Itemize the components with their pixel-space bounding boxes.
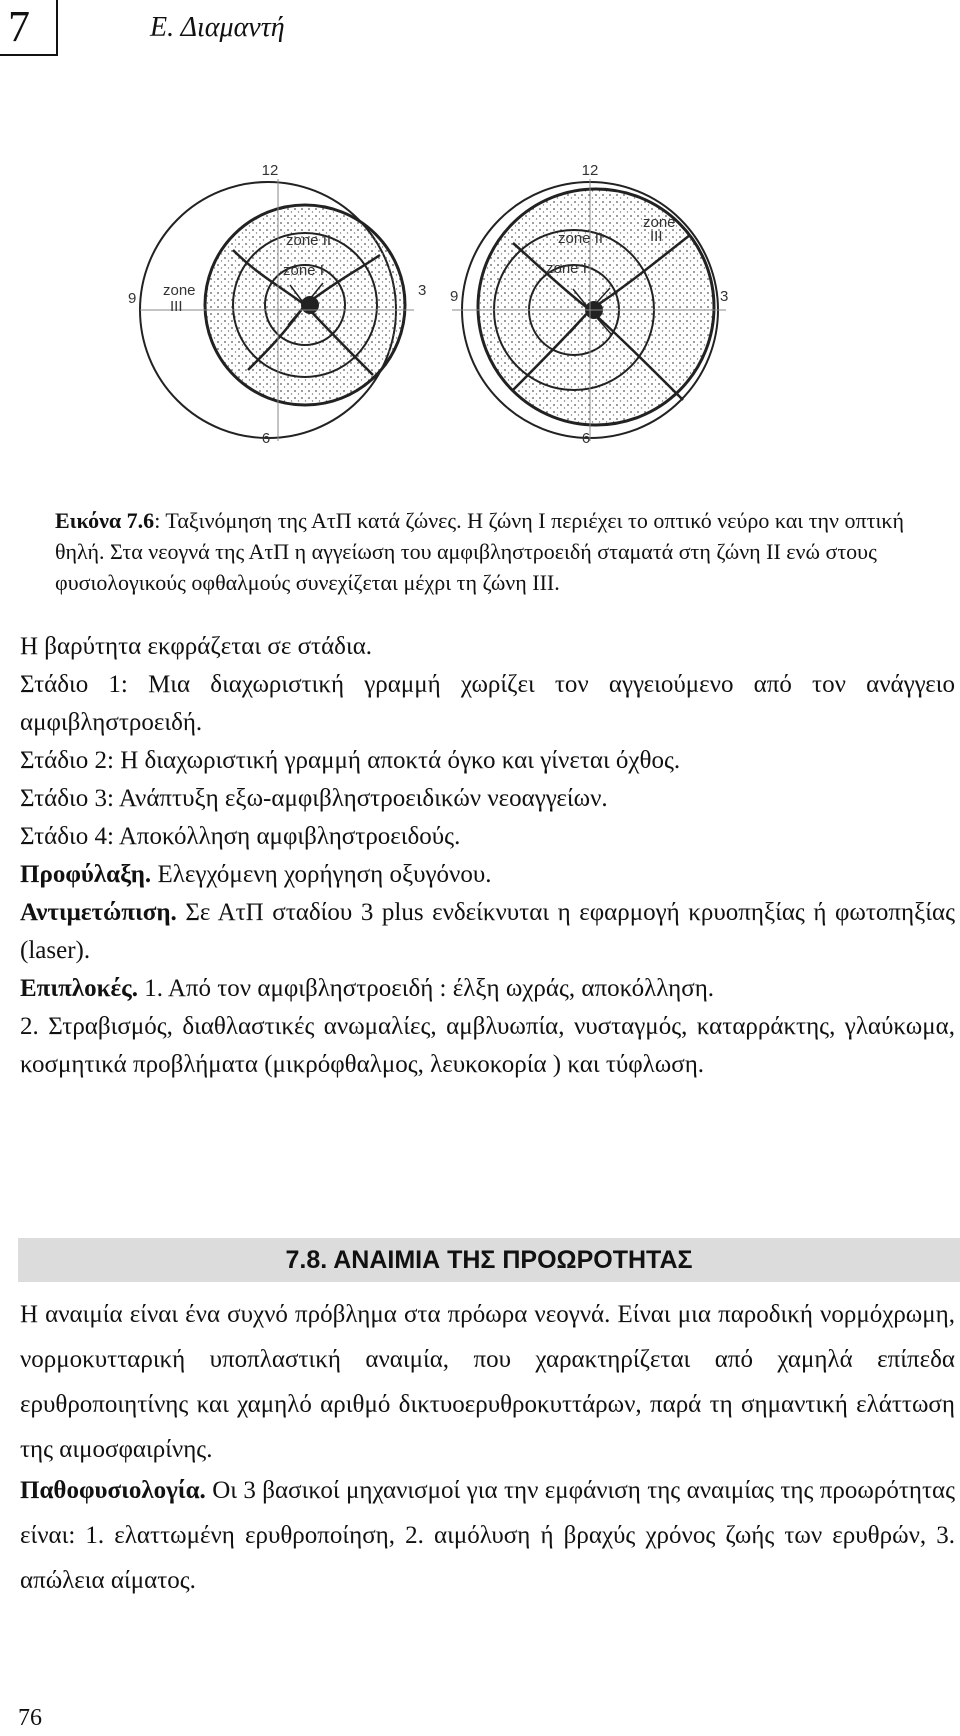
caption-text: : Ταξινόμηση της ΑτΠ κατά ζώνες. Η ζώνη Ι περιέχει το οπτικό νεύρο και την οπτική θηλή. Στα νεογνά της ΑτΠ η αγγείωση του αμφιβληστροειδή σταματά στη ζώνη ΙΙ ενώ στους φυσιολογικούς οφθαλμούς συνεχίζεται μέχρι τη ζώνη ΙΙΙ. (55, 508, 904, 595)
right-zone-3-label-a: zone (643, 214, 676, 231)
right-clock-12: 12 (581, 165, 599, 179)
rop-stages-text (20, 628, 955, 1084)
treatment-label: Αντιμετώπιση. (20, 899, 177, 926)
prevention-line (20, 856, 955, 894)
section-title: ΑΝΑΙΜΙΑ ΤΗΣ ΠΡΟΩΡΟΤΗΤΑΣ (333, 1246, 693, 1274)
page-header (0, 0, 960, 56)
right-clock-3: 3 (720, 288, 729, 305)
treatment-line (20, 894, 955, 970)
pathophysiology-text: Οι 3 βασικοί μηχανισμοί για την εμφάνιση της αναιμίας της προωρότητας είναι: 1. ελαττωμένη ερυθροποίηση, 2. αιμόλυση ή βραχύς χρόνος ζωής των ερυθρών, 3. απώλεια αίματος. (20, 1477, 955, 1594)
stage-4-line: Στάδιο 4: Αποκόλληση αμφιβληστροειδούς. (20, 823, 461, 850)
severity-line: Η βαρύτητα εκφράζεται σε στάδια. (20, 633, 373, 660)
pathophysiology-label: Παθοφυσιολογία. (20, 1477, 206, 1504)
anemia-paragraph: Η αναιμία είναι ένα συχνό πρόβλημα στα πρόωρα νεογνά. Είναι μια παροδική νορμόχρωμη, νορμοκυτταρική υποπλαστική αναιμία, που χαρακτηρίζεται από χαμηλά επίπεδα ερυθροποιητίνης και χαμηλό αριθμό δικτυοερυθροκυττάρων, παρά τη σημαντική ελάττωση της αιμοσφαιρίνης. (20, 1301, 955, 1463)
left-clock-9: 9 (128, 290, 137, 307)
left-eye-diagram (128, 165, 426, 447)
section-heading (18, 1238, 960, 1282)
rop-zones-diagram (118, 165, 858, 505)
right-clock-6: 6 (581, 430, 591, 447)
pathophysiology-paragraph (20, 1468, 955, 1603)
prevention-label: Προφύλαξη. (20, 861, 152, 888)
left-clock-6: 6 (261, 430, 271, 447)
section-heading-bar (18, 1238, 960, 1282)
left-zone-2-label: zone II (286, 232, 332, 249)
stage-3-line: Στάδιο 3: Ανάπτυξη εξω-αμφιβληστροειδικών νεοαγγείων. (20, 785, 608, 812)
chapter-number: 7 (8, 2, 30, 51)
caption-label: Εικόνα 7.6 (55, 508, 155, 533)
complications-text-1: 1. Από τον αμφιβληστροειδή : έλξη ωχράς, αποκόλληση. (137, 975, 715, 1002)
complications-line-2: 2. Στραβισμός, διαθλαστικές ανωμαλίες, αμβλυωπία, νυσταγμός, καταρράκτης, γλαύκωμα, κοσμητικά προβλήματα (μικρόφθαλμος, λευκοκορία ) και τύφλωση. (20, 1013, 955, 1078)
stage-2-line: Στάδιο 2: Η διαχωριστική γραμμή αποκτά όγκο και γίνεται όχθος. (20, 747, 681, 774)
treatment-text: Σε ΑτΠ σταδίου 3 plus ενδείκνυται η εφαρμογή κρυοπηξίας ή φωτοπηξίας (laser). (20, 899, 955, 964)
page-number: 76 (18, 1705, 42, 1731)
running-title: Ε. Διαμαντή (150, 12, 285, 43)
chapter-number-box (0, 0, 58, 56)
left-zone-1-label: zone I (283, 262, 324, 279)
right-zone-3-label-b: III (650, 228, 663, 245)
left-zone-3-label-b: III (170, 298, 183, 315)
left-optic-disc (301, 296, 319, 314)
rop-zones-figure (118, 165, 858, 505)
right-eye-diagram (450, 165, 728, 447)
left-clock-12: 12 (261, 165, 279, 179)
right-zone-2-label: zone II (558, 230, 604, 247)
left-zone-3-label-a: zone (163, 282, 196, 299)
figure-caption (55, 505, 935, 598)
right-zone-1-label: zone I (546, 260, 587, 277)
stage-1-line: Στάδιο 1: Μια διαχωριστική γραμμή χωρίζει τον αγγειούμενο από τον ανάγγειο αμφιβληστροειδή. (20, 671, 955, 736)
section-number: 7.8. (285, 1246, 328, 1274)
right-clock-9: 9 (450, 288, 459, 305)
prevention-text: Ελεγχόμενη χορήγηση οξυγόνου. (151, 861, 492, 888)
complications-line (20, 970, 955, 1008)
left-clock-3: 3 (418, 282, 427, 299)
complications-label: Επιπλοκές. (20, 975, 138, 1002)
